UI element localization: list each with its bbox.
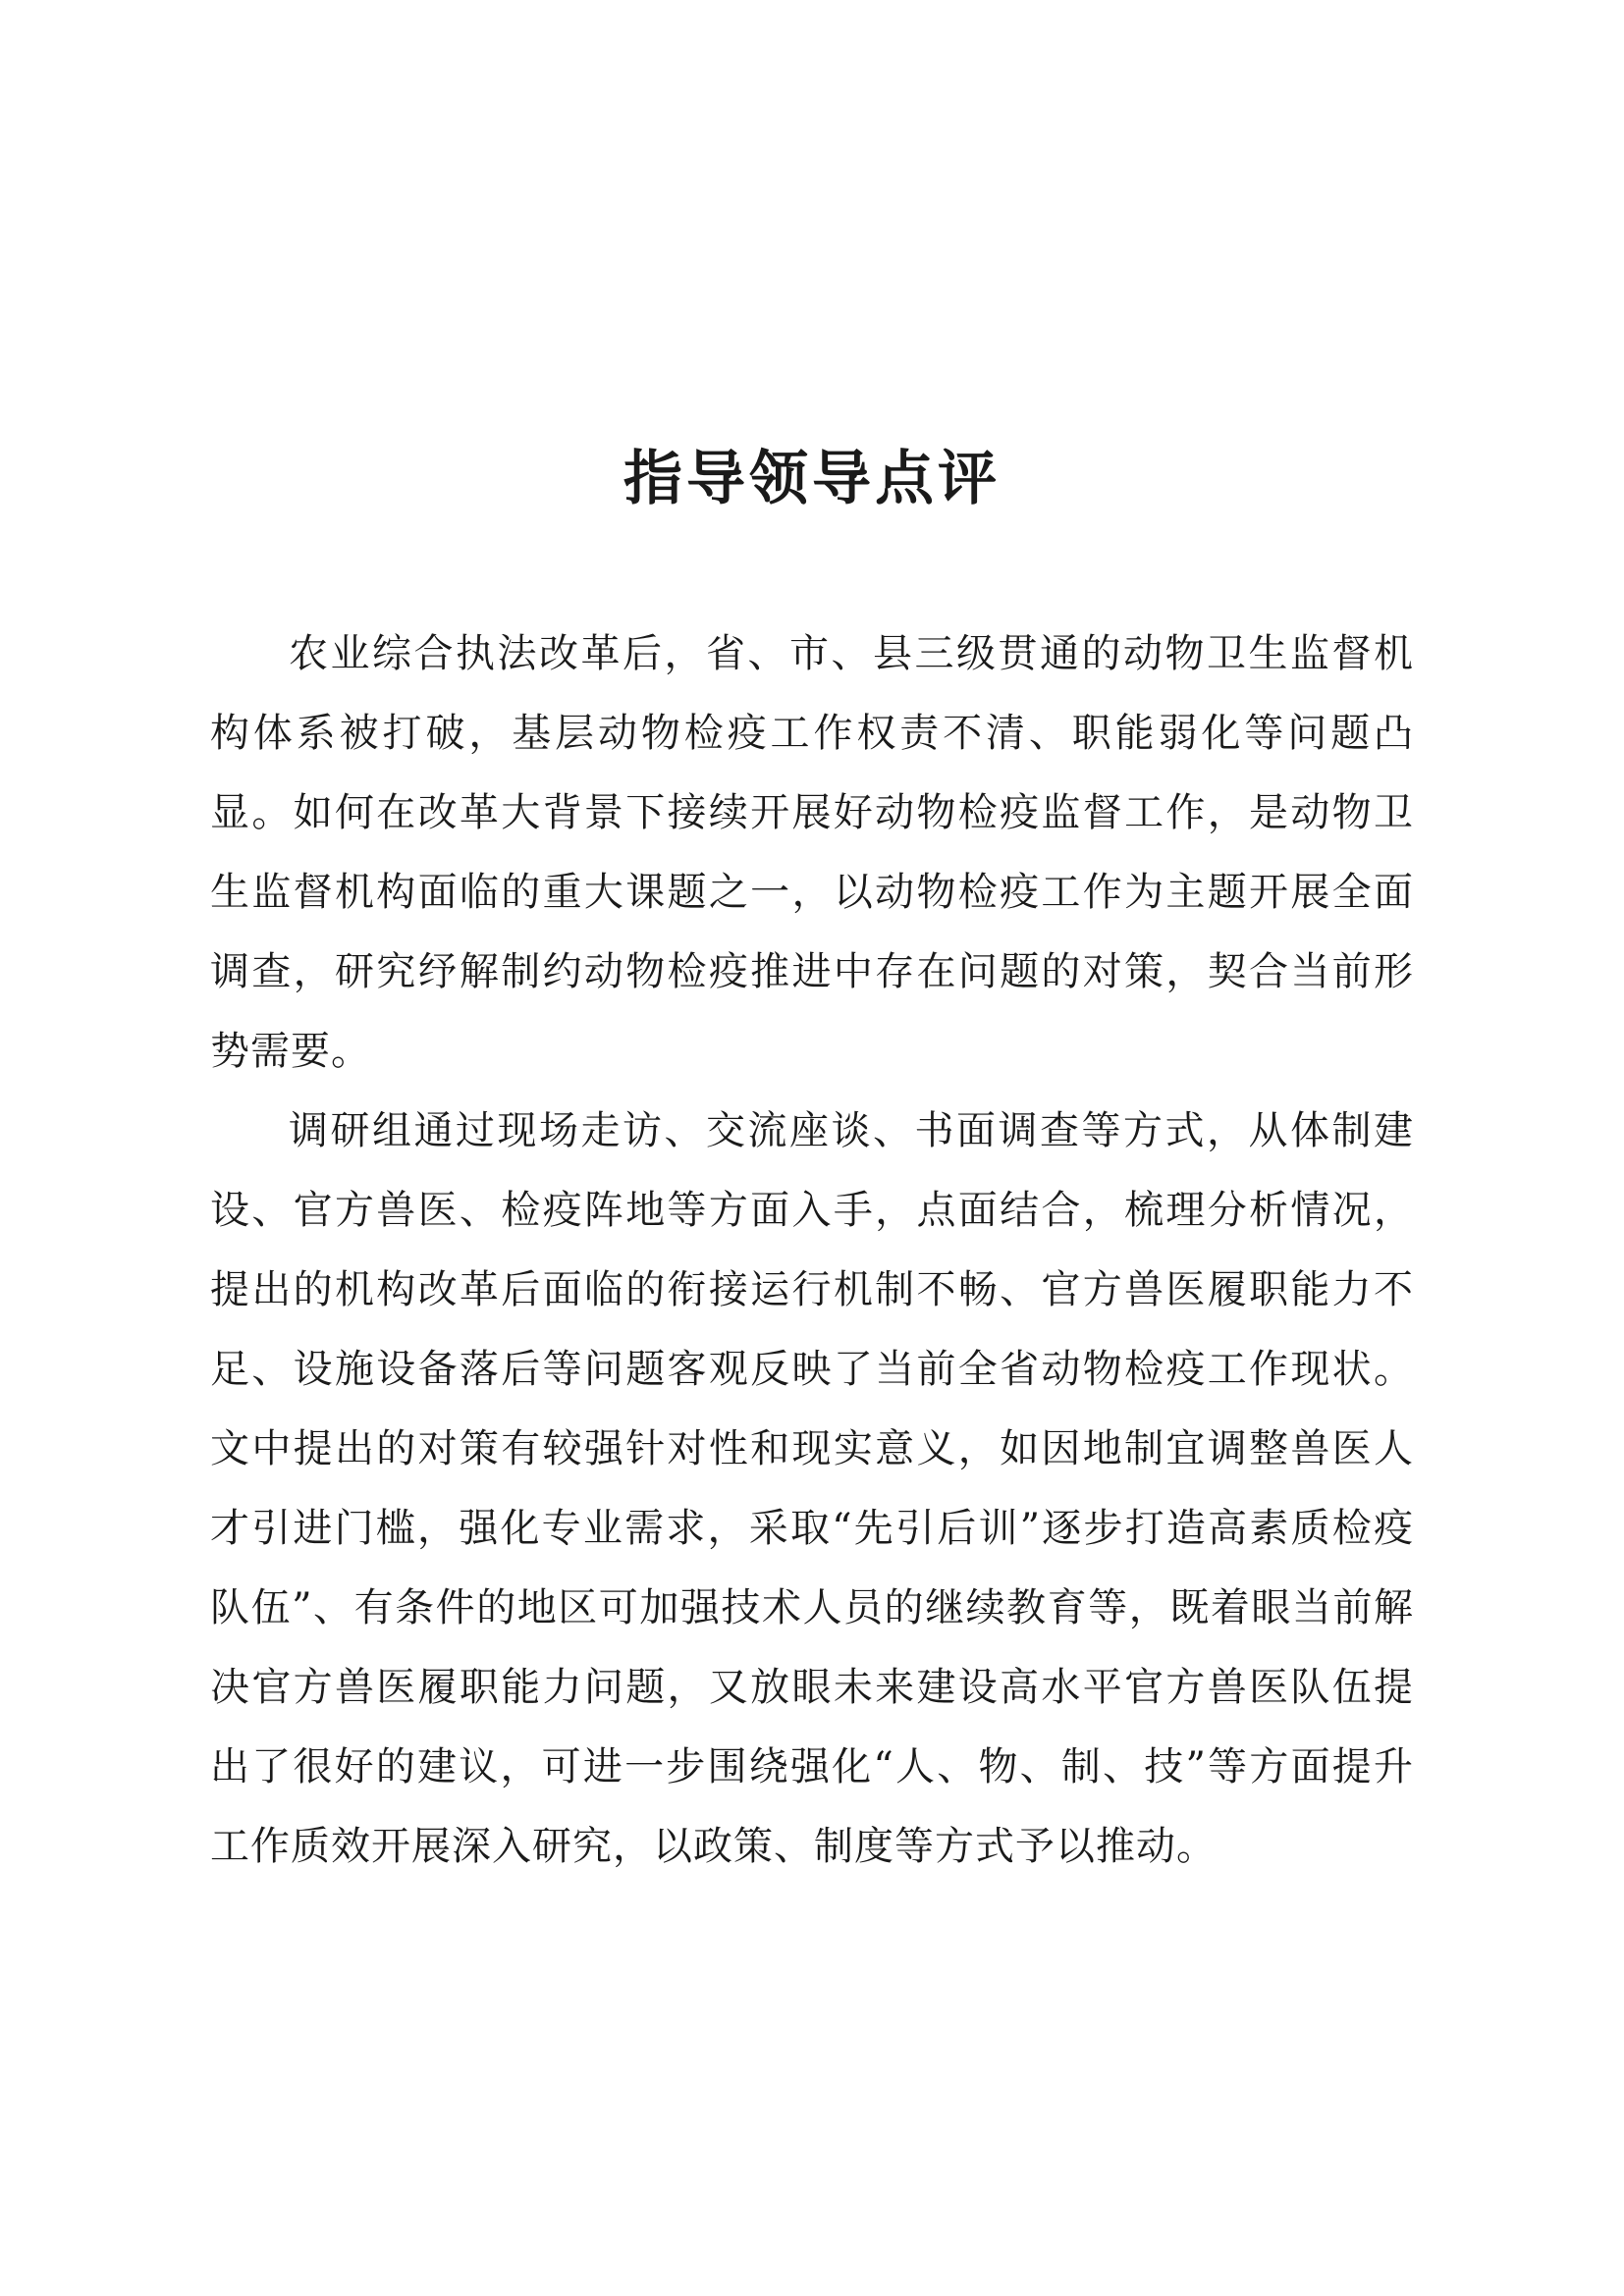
document-body [210, 614, 1414, 1887]
paragraph-2: 调研组通过现场走访、交流座谈、书面调查等方式，从体制建设、官方兽医、检疫阵地等方面入手，点面结合，梳理分析情况，提出的机构改革后面临的衔接运行机制不畅、官方兽医履职能力不足、设施设备落后等问题客观反映了当前全省动物检疫工作现状。文中提出的对策有较强针对性和现实意义，如因地制宜调整兽医人才引进门槛，强化专业需求，采取“先引后训”逐步打造高素质检疫队伍”、有条件的地区可加强技术人员的继续教育等，既着眼当前解决官方兽医履职能力问题，又放眼未来建设高水平官方兽医队伍提出了很好的建议，可进一步围绕强化“人、物、制、技”等方面提升工作质效开展深入研究，以政策、制度等方式予以推动。 [210, 1108, 1414, 1869]
page-title: 指导领导点评 [623, 445, 1001, 513]
paragraph-1: 农业综合执法改革后，省、市、县三级贯通的动物卫生监督机构体系被打破，基层动物检疫工作权责不清、职能弱化等问题凸显。如何在改革大背景下接续开展好动物检疫监督工作，是动物卫生监督机构面临的重大课题之一，以动物检疫工作为主题开展全面调查，研究纾解制约动物检疫推进中存在问题的对策，契合当前形势需要。 [210, 631, 1414, 1074]
